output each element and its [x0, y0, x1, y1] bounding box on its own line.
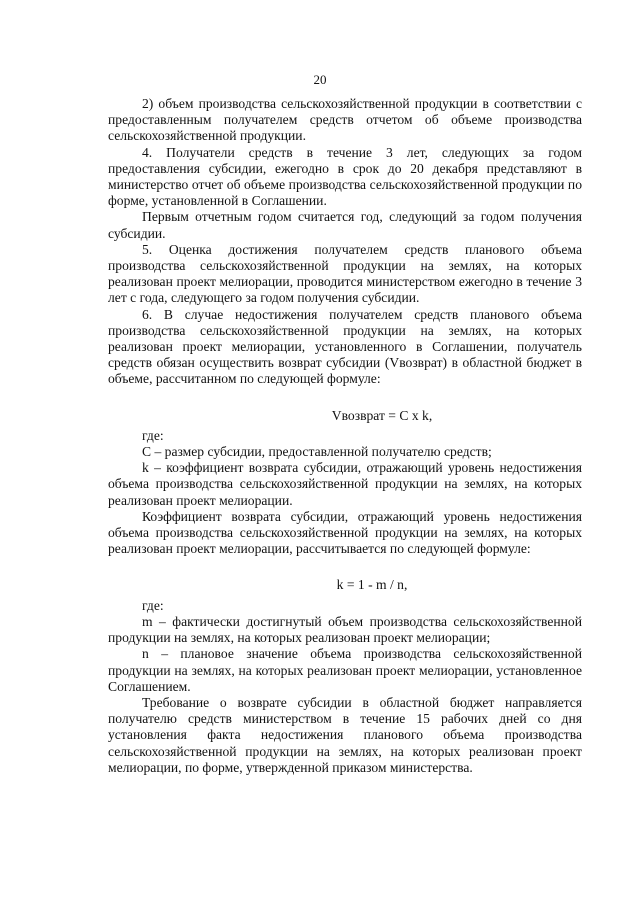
paragraph-coefficient: Коэффициент возврата субсидии, отражающий уровень недостижения объема производства сельскохозяйственной продукции на землях, на которых реализован проект мелиорации, рассчитывается по следующей формуле:: [108, 508, 582, 557]
definition-k: k – коэффициент возврата субсидии, отражающий уровень недостижения объема производства сельскохозяйственной продукции на землях, на которых реализован проект мелиорации.: [108, 460, 582, 508]
paragraph-first-reporting-year: Первым отчетным годом считается год, следующий за годом получения субсидии.: [108, 209, 582, 241]
formula-refund: Vвозврат = C x k,: [331, 407, 433, 423]
where-label-1: где:: [142, 427, 164, 443]
paragraph-refund-request: Требование о возврате субсидии в областной бюджет направляется получателю средств министерством в течение 15 рабочих дней со дня установления факта недостижения планового объема производства сельскохозяйственной продукции на землях, на которых реализован проект мелиорации, по форме, утвержденной приказом министерства.: [108, 694, 582, 775]
formula-coefficient: k = 1 - m / n,: [336, 577, 408, 593]
definition-m: m – фактически достигнутый объем производства сельскохозяйственной продукции на землях, на которых реализован проект мелиорации;: [108, 613, 582, 646]
paragraph-production-volume: 2) объем производства сельскохозяйственной продукции в соответствии с предоставленным получателем средств отчетом об объеме производства сельскохозяйственной продукции.: [108, 96, 582, 144]
document-body: [108, 96, 582, 776]
definition-n: n – плановое значение объема производства сельскохозяйственной продукции на землях, на которых реализован проект мелиорации, установленное Соглашением.: [108, 646, 582, 694]
where-label-2: где:: [142, 597, 164, 613]
page-number: 20: [313, 72, 327, 87]
paragraph-clause-5: 5. Оценка достижения получателем средств планового объема производства сельскохозяйственной продукции на землях, на которых реализован проект мелиорации, проводится министерством ежегодно в течение 3 лет с года, следующего за годом получения субсидии.: [108, 241, 582, 306]
paragraph-clause-6: 6. В случае недостижения получателем средств планового объема производства сельскохозяйственной продукции на землях, на которых реализован проект мелиорации, установленного в Соглашении, получатель средств обязан осуществить возврат субсидии (Vвозврат) в областной бюджет в объеме, рассчитанном по следующей формуле:: [108, 306, 582, 387]
paragraph-clause-4: 4. Получатели средств в течение 3 лет, следующих за годом предоставления субсидии, ежегодно в срок до 20 декабря представляют в министерство отчет об объеме производства сельскохозяйственной продукции по форме, установленной в Соглашении.: [108, 144, 582, 209]
definition-c: С – размер субсидии, предоставленной получателю средств;: [142, 444, 492, 460]
